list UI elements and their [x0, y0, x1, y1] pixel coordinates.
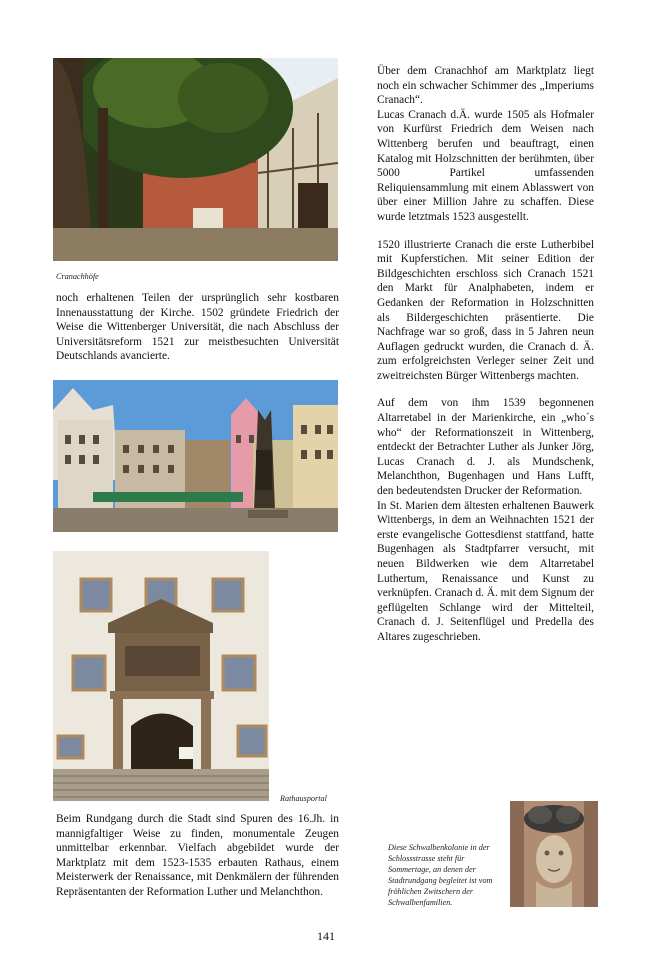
right-column [377, 64, 594, 645]
caption-cranachhoefe: Cranachhöfe [56, 272, 99, 281]
marktplatz-photo [53, 380, 338, 532]
right-paragraph-5: In St. Marien dem ältesten erhaltenen Bauwerk Wittenbergs, in dem an Weihnachten 1521 der erste evangelische Gottesdienst stattfand, hatte Bugenhagen als Stadtpfarrer versucht, mit neuen Bildwerken wie dem Altarretabel Luthertum, Renaissance und Kunst zu verknüpfen. Cranach d. Ä. mit dem Signum der geflügelten Schlange wird der Mittelteil, Cranach d. J. Seitenflügel und Predella des Altares zugeschrieben. [377, 499, 595, 643]
schwalben-image [510, 801, 598, 907]
right-paragraph-3: 1520 illustrierte Cranach die erste Lutherbibel mit Kupferstichen. Mit seiner Edition der Bildgeschichten erschloss sich Cranach 1521 den Markt für Analphabeten, indem er Gedanken der Reformation in Holzschnitten als Bildergeschichten präsentierte. Die Nachfrage war so groß, dass in 5 Jahren neun Auflagen gedruckt wurden, die Cranach d. Ä. zum erfolgreichsten Verleger seiner Zeit und zweitreichsten Bürger Wittenbergs machten. [377, 238, 594, 382]
marktplatz-image [53, 380, 338, 532]
cranachhoefe-photo [53, 58, 338, 261]
cranachhoefe-image [53, 58, 338, 261]
caption-schwalben: Diese Schwalbenkolonie in der Schlossstrasse steht für Sommertage, an denen der Stadtrundgang begleitet ist vom fröhlichen Zwitschern der Schwalbenfamilien. [388, 843, 493, 907]
right-paragraph-4: Auf dem von ihm 1539 begonnenen Altarretabel in der Marienkirche, ein „who´s who“ der Reformationszeit in Wittenberg, entdeckt der Betrachter Luther als Junker Jörg, Lucas Cranach d. J. als Mundschenk, Melanchthon, Bugenhagen und Hans Lufft, den bedeutendsten Drucker der Reformation. [377, 397, 594, 498]
left-paragraph-2: Beim Rundgang durch die Stadt sind Spuren des 16.Jh. in mannigfaltiger Weise zu finden, monumentale Zeugen unmittelbar erkennbar. Vielfach abgebildet wurde der Marktplatz mit dem 1523-1535 erbauten Rathaus, einem Meisterwerk der Renaissance, mit Denkmälern der führenden Repräsentanten der Reformation Luther und Melanchthon. [56, 813, 339, 898]
left-paragraph-1: noch erhaltenen Teilen der ursprünglich sehr kostbaren Innenausstattung der Kirche. 1502 gründete Friedrich der Weise die Wittenberger Universität, die nach Abschluss der Universitätsreform 1521 zur meistbesuchten Universität Deutschlands avancierte. [56, 292, 339, 363]
right-paragraph-2: Lucas Cranach d.Ä. wurde 1505 als Hofmaler von Kurfürst Friedrich dem Weisen nach Wittenberg berufen und beauftragt, einen Katalog mit Holzschnitten der berühmten, über 5000 Partikel umfassenden Reliquiensammlung mit einem Ablasswert von über einer Million Jahre zu schaffen. Diese wurde letztmals 1523 ausgestellt. [377, 108, 594, 223]
schwalben-photo [510, 801, 598, 907]
right-paragraph-1: Über dem Cranachhof am Marktplatz liegt noch ein schwacher Schimmer des „Imperiums Cranach“. [377, 65, 594, 107]
caption-rathausportal: Rathausportal [280, 794, 327, 803]
rathausportal-photo [53, 551, 269, 801]
rathausportal-image [53, 551, 269, 801]
page-number: 141 [317, 929, 335, 943]
